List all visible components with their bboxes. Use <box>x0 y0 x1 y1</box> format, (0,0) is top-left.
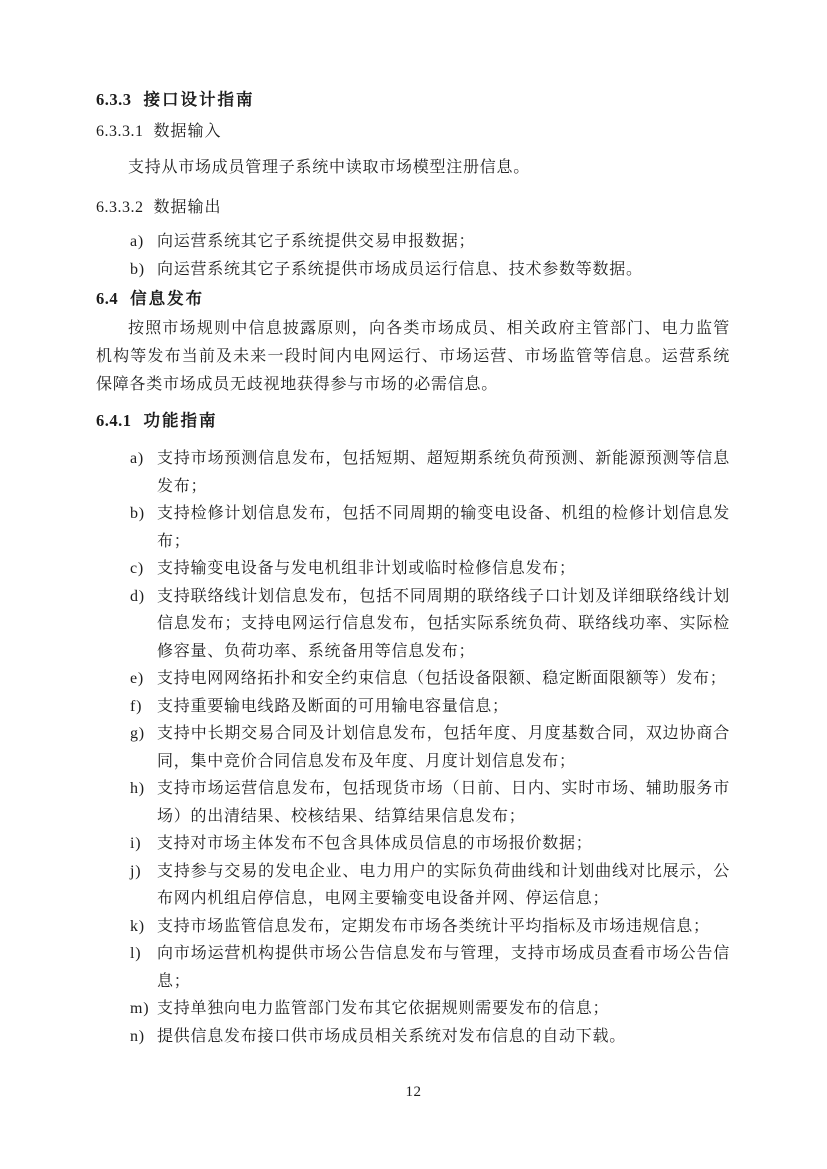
list-item <box>96 555 730 583</box>
list-item-text: 支持检修计划信息发布，包括不同周期的输变电设备、机组的检修计划信息发布； <box>157 505 730 550</box>
list-item-text: 支持市场运营信息发布，包括现货市场（日前、日内、实时市场、辅助服务市场）的出清结果、校核结果、结算结果信息发布； <box>157 780 730 825</box>
list-item-text: 向运营系统其它子系统提供交易申报数据； <box>157 233 476 250</box>
paragraph-data-input: 支持从市场成员管理子系统中读取市场模型注册信息。 <box>128 159 531 176</box>
page-number: 12 <box>405 1084 422 1100</box>
alpha-list-function-guide <box>96 445 730 1050</box>
list-item-text: 支持重要输电线路及断面的可用输电容量信息； <box>157 697 509 715</box>
list-item-marker: n) <box>130 1027 145 1045</box>
alpha-list-data-output <box>96 228 730 283</box>
list-item <box>96 665 730 693</box>
list-item-text: 支持参与交易的发电企业、电力用户的实际负荷曲线和计划曲线对比展示，公布网内机组启停信息，电网主要输变电设备并网、停运信息； <box>157 862 730 907</box>
section-title: 信息发布 <box>130 290 205 308</box>
section-heading-6-4-1 <box>96 407 730 435</box>
list-item <box>96 693 730 721</box>
list-item-text: 向市场运营机构提供市场公告信息发布与管理，支持市场成员查看市场公告信息； <box>157 945 730 990</box>
section-number: 6.3.3 <box>96 90 132 109</box>
list-item <box>96 940 730 995</box>
list-item-marker: b) <box>130 505 145 522</box>
list-item-marker: a) <box>130 450 144 467</box>
list-item-marker: i) <box>130 835 142 852</box>
section-number: 6.4 <box>96 289 119 308</box>
list-item-marker: e) <box>130 670 144 687</box>
list-item-marker: g) <box>130 725 145 742</box>
section-number: 6.4.1 <box>96 411 132 430</box>
list-item-text: 支持市场监管信息发布，定期发布市场各类统计平均指标及市场违规信息； <box>157 917 710 935</box>
subsection-heading-6-3-3-2 <box>96 194 730 222</box>
list-item <box>96 913 730 941</box>
list-item <box>96 775 730 830</box>
subsection-title: 数据输出 <box>153 199 222 216</box>
list-item-marker: c) <box>130 560 144 577</box>
subsection-title: 数据输入 <box>153 123 222 140</box>
list-item-text: 提供信息发布接口供市场成员相关系统对发布信息的自动下载。 <box>157 1027 627 1045</box>
list-item-text: 支持对市场主体发布不包含具体成员信息的市场报价数据； <box>157 835 593 852</box>
list-item <box>96 256 730 284</box>
list-item-text: 支持市场预测信息发布，包括短期、超短期系统负荷预测、新能源预测等信息发布； <box>157 450 730 495</box>
list-item <box>96 445 730 500</box>
list-item <box>96 583 730 666</box>
list-item-marker: b) <box>130 260 145 278</box>
list-item-text: 支持输变电设备与发电机组非计划或临时检修信息发布； <box>157 560 576 577</box>
list-item-marker: m) <box>130 1000 150 1017</box>
list-item <box>96 995 730 1023</box>
list-item-marker: j) <box>130 862 142 880</box>
section-heading-6-3-3 <box>96 86 730 114</box>
list-item-text: 支持联络线计划信息发布，包括不同周期的联络线子口计划及详细联络线计划信息发布；支持电网运行信息发布，包括实际系统负荷、联络线功率、实际检修容量、负荷功率、系统备用等信息发布； <box>157 587 730 660</box>
list-item <box>96 720 730 775</box>
list-item <box>96 1023 730 1051</box>
list-item <box>96 858 730 913</box>
section-title: 接口设计指南 <box>143 91 255 109</box>
list-item-marker: l) <box>130 945 142 962</box>
list-item-text: 支持中长期交易合同及计划信息发布，包括年度、月度基数合同，双边协商合同，集中竞价合同信息发布及年度、月度计划信息发布； <box>157 725 730 770</box>
subsection-number: 6.3.3.2 <box>96 199 144 216</box>
list-item-text: 支持单独向电力监管部门发布其它依据规则需要发布的信息； <box>157 1000 610 1017</box>
paragraph-info-disclosure: 按照市场规则中信息披露原则，向各类市场成员、相关政府主管部门、电力监管机构等发布当前及未来一段时间内电网运行、市场运营、市场监管等信息。运营系统保障各类市场成员无歧视地获得参与市场的必需信息。 <box>96 320 730 393</box>
list-item <box>96 830 730 858</box>
list-item-text: 向运营系统其它子系统提供市场成员运行信息、技术参数等数据。 <box>157 260 643 278</box>
subsection-heading-6-3-3-1 <box>96 118 730 146</box>
list-item-marker: d) <box>130 587 145 605</box>
list-item-text: 支持电网网络拓扑和安全约束信息（包括设备限额、稳定断面限额等）发布； <box>157 670 727 687</box>
list-item-marker: k) <box>130 917 145 935</box>
section-title: 功能指南 <box>143 412 218 430</box>
list-item-marker: h) <box>130 780 145 797</box>
list-item <box>96 500 730 555</box>
section-heading-6-4 <box>96 285 730 313</box>
list-item <box>96 228 730 256</box>
list-item-marker: f) <box>130 697 143 715</box>
list-item-marker: a) <box>130 233 144 250</box>
subsection-number: 6.3.3.1 <box>96 123 144 140</box>
